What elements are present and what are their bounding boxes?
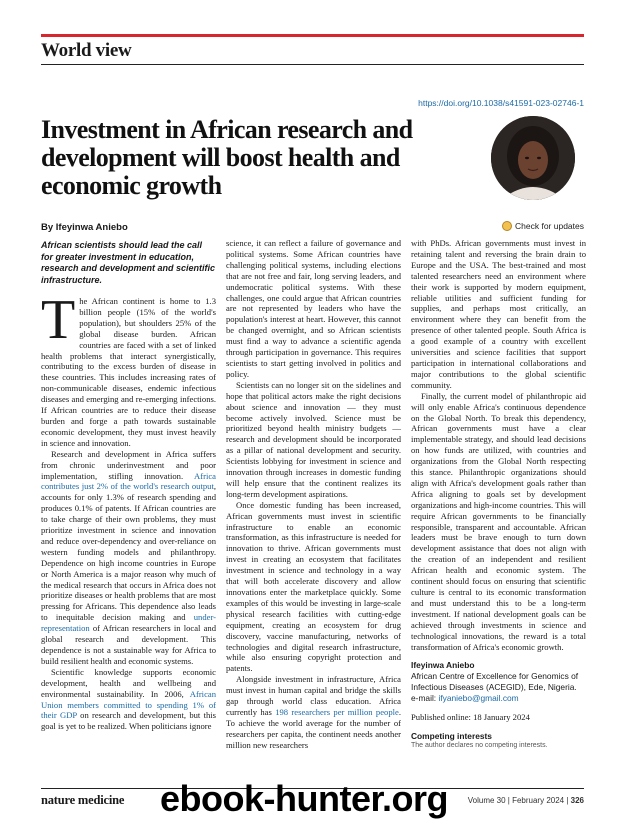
author-email-line	[411, 693, 586, 704]
top-accent-rule	[41, 34, 584, 37]
check-updates-label: Check for updates	[515, 221, 584, 231]
paragraph	[41, 449, 216, 667]
issue-text: Volume 30 | February 2024 |	[467, 796, 571, 805]
paragraph: Once domestic funding has been increased, African governments must invest in scientific infrastructure to enable an economic transformation, as this infrastructure is needed for innovation to thrive. African governments must invest in creating an ecosystem that facilitates investment in science and technology in a way that will both accelerate discovery and allow innovations enter the marketplace quickly. Some examples of this would be investing in large-scale physical research facilities with cutting-edge equipment, creating an ecosystem for drug discovery, vaccine manufacturing, networks of technologies and digital research infrastructure, while also ensuring copyright protection and patents.	[226, 499, 401, 674]
check-updates-icon	[502, 221, 512, 231]
author-affiliation: African Centre of Excellence for Genomics of Infectious Diseases (ACEGID), Ede, Nigeria.	[411, 671, 579, 693]
inline-link[interactable]: African Union members committed to spending 1% of their GDP	[41, 688, 216, 721]
header-divider	[41, 64, 584, 65]
paragraph: Scientists can no longer sit on the sidelines and hope that political actors make the right decisions about science and innovation — they must become actively involved. Science must be prioritized beyond health ministry budgets — research and development should be incorporated as a pillar of national development and security. Scientists lobbying for investment in science and innovation through increases in domestic funding will help ensure that the continent realizes its long-term development aspirations.	[226, 379, 401, 499]
email-label: e-mail:	[411, 692, 439, 703]
paragraph: Finally, the current model of philanthropic aid will only enable Africa's continuous dependence on the Global North. To break this dependency, African governments must have a clear implementable strategy, and should lead decisions on how funds are utilized, with countries and organizations from the Global North respecting this stance. Philanthropic organizations should align with Africa's development goals rather than Africa aligning to goals set by development organizations and high-income countries. This will require African governments to be financially responsible, transparent and accountable. African leaders must be brave enough to turn down development assistance that does not align with the creation of an independent and resilient African health and economic system. The continent should focus on ensuring that scientific culture is central to its economic transformation and must understand this to be a long-term investment. If national development goals can be achieved through investments in science and technological innovations, the reward is a total transformation of Africa's economic growth.	[411, 390, 586, 652]
inline-link[interactable]: 198 researchers per million people	[275, 706, 399, 717]
competing-interests-text: The author declares no competing interests.	[411, 742, 548, 750]
paragraph	[226, 674, 401, 750]
author-portrait	[491, 116, 575, 200]
inline-link[interactable]: under-representation	[41, 612, 216, 634]
column-2	[226, 238, 401, 751]
published-date: Published online: 18 January 2024	[411, 711, 530, 722]
paragraph-text: . To achieve the world average for the number of researchers per capita, the continent needs another million new researchers	[226, 706, 401, 750]
section-label: World view	[41, 40, 132, 61]
paragraph: with PhDs. African governments must invest in retaining talent and reversing the brain drain to Europe and the USA. The best-trained and most talented researchers need an environment where their work is supported by modern equipment, reliable utilities and sufficient funding for supplies, and perhaps most critically, an environment where they can benefit from the presence of other talented people. South Africa is a good example of a country with excellent universities and science facilities that support participation in international collaborations and major contributions to the global scientific community.	[411, 238, 586, 390]
check-for-updates-button[interactable]	[502, 221, 584, 231]
paragraph-text: he African continent is home to 1.3 billion people (15% of the world's population), but shoulders 25% of the global disease burden. African countries are faced with a set of linked health problems that interact synergistically, contributing to the excess burden of disease in these countries. This includes increasing rates of non-communicable diseases, endemic infectious diseases and emerging and re-emerging infections. If African countries are to reduce their disease burden and forge a path towards sustainable economic development, they must invest heavily in science and innovation.	[41, 296, 216, 448]
standfirst: African scientists should lead the call for greater investment in education, research and development and scientific infrastructure.	[41, 240, 216, 285]
paragraph: science, it can reflect a failure of governance and political systems. Some African countries have challenging political systems, including elections that are not free and fair, long serving leaders, and undemocratic political systems. With these challenges, one could argue that African countries are not represented by leaders who have the population's interest at heart. However, this cannot be changed overnight, and so African scientists must find a way to advance a scientific agenda through participation in governance. This requires scientists to start getting involved in politics and policy.	[226, 238, 401, 379]
doi-link[interactable]: https://doi.org/10.1038/s41591-023-02746-1	[418, 98, 584, 108]
paragraph-text: Research and development in Africa suffers from chronic underinvestment and poor implementation, stifling innovation.	[41, 448, 216, 481]
author-name: Ifeyinwa Aniebo	[411, 660, 475, 671]
journal-name: nature medicine	[41, 793, 125, 807]
issue-info	[468, 796, 584, 805]
inline-link[interactable]: Africa contributes just 2% of the world's research output	[41, 470, 216, 492]
column-3	[411, 238, 586, 752]
byline: By Ifeyinwa Aniebo	[41, 222, 128, 233]
author-block	[411, 660, 586, 703]
paragraph	[41, 667, 216, 732]
paragraph-text: Scientific knowledge supports economic development, health and wellbeing and environmental sustainability. In 2006,	[41, 666, 216, 699]
paragraph-text: on research and development, but this goal is yet to be realized. When politicians ignore	[41, 710, 216, 732]
author-email-link[interactable]: ifyaniebo@gmail.com	[438, 692, 519, 703]
watermark: ebook-hunter.org	[160, 778, 448, 819]
paragraph-text: of African researchers in local and global research and development. This dependence is not a sustainable way for Africa to build resilient health and economic systems.	[41, 623, 216, 666]
competing-interests-heading: Competing interests	[411, 730, 492, 741]
dropcap: T	[41, 289, 76, 351]
paragraph	[41, 289, 216, 449]
article-title: Investment in African research and development will boost health and economic growth	[41, 115, 413, 200]
paragraph-text: , accounts for only 1.3% of research spending and produces 0.1% of patents. If African countries are to take charge of their own problems, they must prioritize investment in science and innovation and reduce over-dependency and over-reliance on western funding models and philanthropy. Dependence on high income countries in Europe or North America is a major reason why much of the medical research that occurs in Africa does not prioritize diseases or health problems that are most pressing for Africans. This dependence also leads to inequitable decision making and	[41, 481, 216, 623]
paragraph-text: Alongside investment in infrastructure, Africa must invest in human capital and bridge the skills gap through world class education. Africa currently has	[226, 674, 401, 717]
page-number: 326	[570, 796, 584, 805]
column-1	[41, 240, 216, 732]
